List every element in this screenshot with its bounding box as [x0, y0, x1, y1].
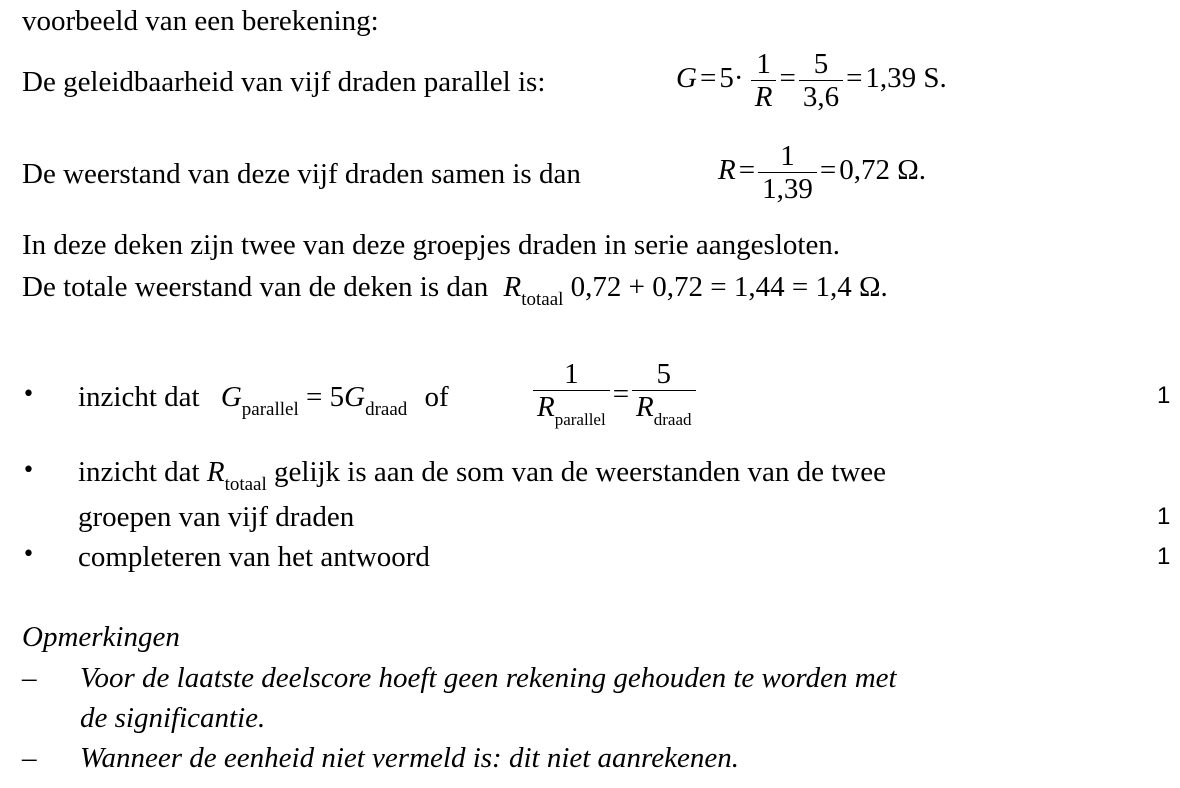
subscript-parallel: parallel [241, 399, 299, 420]
bullet-2: • [22, 458, 35, 483]
fraction-1-over-R-parallel [533, 358, 610, 435]
remarks-heading: Opmerkingen [22, 621, 180, 653]
fraction-numerator: 5 [813, 48, 829, 80]
conductance-line [22, 65, 545, 99]
factor-five: 5 [719, 62, 734, 95]
fraction-denominator: 3,6 [799, 80, 843, 113]
dot-operator: · [733, 62, 744, 95]
subscript-draad: draad [365, 399, 408, 420]
subscript-draad: draad [653, 410, 692, 429]
of-word: of [424, 381, 449, 413]
symbol-R-totaal: R [206, 456, 225, 488]
criterion-2-text-a: inzicht dat [78, 456, 200, 488]
criterion-2-line-a [78, 455, 886, 493]
resistance-formula: R = $\frac{1}{1,39}$ = 0,72 Ω. [718, 140, 926, 205]
remark-2: Wanneer de eenheid niet vermeld is: dit niet aanrekenen. [80, 742, 739, 774]
fraction-5-over-3-6 [799, 48, 843, 113]
symbol-G: G [676, 62, 697, 95]
remark-1-b: de significantie. [80, 702, 266, 734]
subscript-totaal: totaal [224, 474, 267, 495]
symbol-G-draad: G [344, 381, 366, 413]
conductance-result: 1,39 S. [865, 62, 947, 95]
total-line [22, 270, 888, 308]
dash-1: – [22, 662, 37, 694]
series-text: In deze deken zijn twee van deze groepjes draden in serie aangesloten. [22, 229, 841, 261]
symbol-R-parallel: R [537, 391, 555, 423]
resistance-result: 0,72 Ω. [839, 154, 926, 187]
symbol-R: R [718, 154, 736, 187]
fraction-1-over-1-39 [758, 140, 817, 205]
criterion-1-text: inzicht dat [78, 381, 200, 413]
criterion-1-formula: $\frac{1}{R_{parallel}}$ = $\frac{5}{R_{draad}}$ [533, 358, 696, 435]
equals-five: = 5 [306, 381, 345, 413]
criterion-2-text-b: gelijk is aan de som van de weerstanden van de twee [274, 456, 887, 488]
total-expression: 0,72 + 0,72 = 1,44 = 1,4 Ω. [570, 271, 888, 303]
score-2: 1 [1157, 503, 1171, 530]
bullet-3: • [22, 542, 35, 567]
fraction-denominator: 1,39 [758, 172, 817, 205]
conductance-text: De geleidbaarheid van vijf draden parallel is: [22, 66, 546, 98]
subscript-totaal: totaal [521, 289, 564, 310]
fraction-1-over-R [751, 48, 777, 113]
fraction-5-over-R-draad [632, 358, 695, 435]
fraction-numerator: 1 [780, 140, 795, 172]
symbol-G-parallel: G [220, 381, 242, 413]
score-3: 1 [1157, 543, 1171, 570]
bullet-1: • [22, 382, 35, 407]
total-text: De totale weerstand van de deken is dan [22, 271, 489, 303]
fraction-numerator: 5 [656, 358, 672, 390]
conductance-formula: G = 5· $\frac{1}{R}$ = $\frac{5}{3,6}$ = 1,39 S. [676, 48, 947, 113]
dash-2: – [22, 742, 37, 774]
criterion-2-text-c: groepen van vijf draden [78, 501, 355, 533]
symbol-R-total: R [503, 271, 522, 303]
fraction-denominator: R [751, 80, 777, 113]
resistance-text: De weerstand van deze vijf draden samen is dan [22, 158, 581, 190]
intro-text: voorbeeld van een berekening: [22, 5, 379, 37]
fraction-numerator: 1 [564, 358, 579, 390]
symbol-R-draad: R [636, 391, 654, 423]
criterion-3-text: completeren van het antwoord [78, 541, 430, 573]
score-1: 1 [1157, 382, 1171, 409]
remark-1-a: Voor de laatste deelscore hoeft geen rekening gehouden te worden met [80, 662, 897, 694]
criterion-1 [78, 380, 449, 418]
fraction-numerator: 1 [756, 48, 771, 80]
subscript-parallel: parallel [554, 410, 606, 429]
